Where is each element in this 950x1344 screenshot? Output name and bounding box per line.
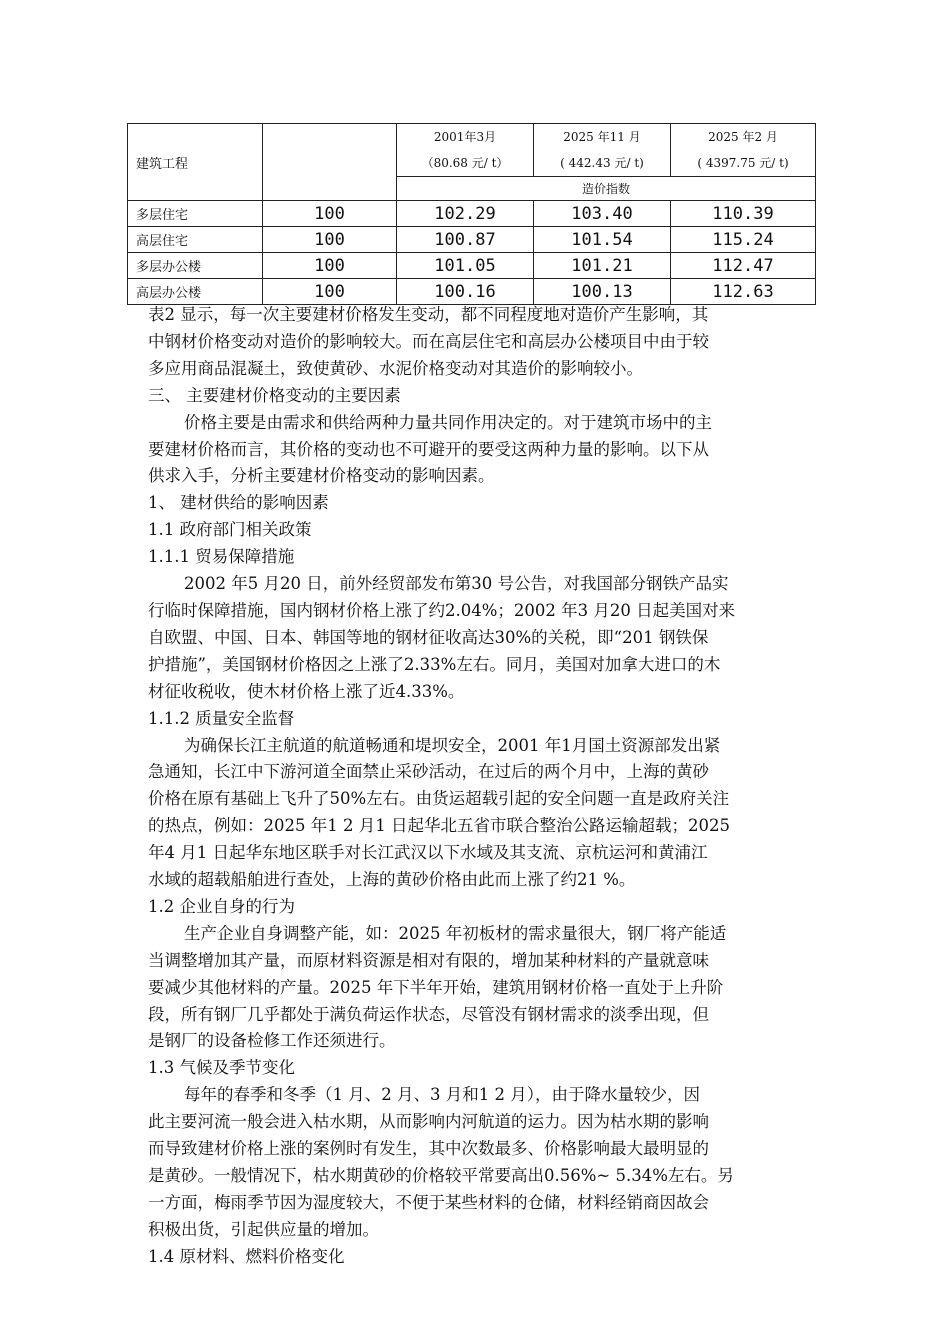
text-line: 段，所有钢厂几乎都处于满负荷运作状态，尽管没有钢材需求的淡季出现，但 [148,1004,709,1024]
cell-value: 100.13 [534,279,671,305]
index-label: 造价指数 [397,177,816,201]
text-line: 供求入手，分析主要建材价格变动的影响因素。 [148,466,495,486]
period-price: ( 442.43 元/ t) [560,156,644,170]
text-line: 要建材价格而言，其价格的变动也不可避开的要受这两种力量的影响。以下从 [148,439,709,459]
text-line: 是钢厂的设备检修工作还须进行。 [148,1031,396,1051]
text-line: 行临时保障措施，国内钢材价格上涨了约2.04%；2002 年3 月20 日起美国对来 [148,600,736,620]
text-line: 积极出货，引起供应量的增加。 [148,1219,379,1239]
subsection-heading: 1.1.2 质量安全监督 [148,708,295,728]
blank-header-cell [263,124,397,201]
subsection-heading: 1、 建材供给的影响因素 [148,493,329,513]
subsection-heading: 1.2 企业自身的行为 [148,896,295,916]
cell-value: 115.24 [671,227,816,253]
cell-value: 100 [263,253,397,279]
text-line: 每年的春季和冬季（1 月、2 月、3 月和1 2 月），由于降水量较少，因 [184,1085,700,1105]
table-row [128,279,816,305]
period-price: ( 4397.75 元/ t) [697,156,789,170]
text-line: 是黄砂。一般情况下，枯水期黄砂的价格较平常要高出0.56%~ 5.34%左右。另 [148,1166,734,1185]
cell-value: 101.05 [397,253,534,279]
table-header-row [128,124,816,177]
text-line: 多应用商品混凝土，致使黄砂、水泥价格变动对其造价的影响较小。 [148,358,643,378]
text-line: 材征收税收，使木材价格上涨了近4.33%。 [148,681,465,701]
cell-value: 100 [263,227,397,253]
text-line: 价格主要是由需求和供给两种力量共同作用决定的。对于建筑市场中的主 [184,412,712,432]
text-line: 为确保长江主航道的航道畅通和堤坝安全，2001 年1月国土资源部发出紧 [184,735,721,755]
text-line: 此主要河流一般会进入枯水期，从而影响内河航道的运力。因为枯水期的影响 [148,1112,709,1132]
cell-value: 100 [263,279,397,305]
text-line: 的热点，例如：2025 年1 2 月1 日起华北五省市联合整治公路运输超载；2025 [148,816,730,836]
text-line: 中钢材价格变动对造价的影响较大。而在高层住宅和高层办公楼项目中由于较 [148,331,709,351]
period-header [671,124,816,177]
text-line: 生产企业自身调整产能，如：2025 年初板材的需求量很大，钢厂将产能适 [184,923,727,943]
cell-value: 100.87 [397,227,534,253]
text-line: 价格在原有基础上飞升了50%左右。由货运超载引起的安全问题一直是政府关注 [148,789,730,809]
text-line: 护措施”，美国钢材价格因之上涨了2.33%左右。同月，美国对加拿大进口的木 [148,654,721,674]
subsection-heading: 1.1 政府部门相关政策 [148,520,312,540]
subsection-heading: 1.1.1 贸易保障措施 [148,547,295,567]
period-date: 2025 年11 月 [563,130,641,144]
text-line: 当调整增加其产量，而原材料资源是相对有限的，增加某种材料的产量就意味 [148,950,709,970]
text-line: 水域的超载船舶进行查处，上海的黄砂价格由此而上涨了约21 %。 [148,870,636,890]
cell-value: 102.29 [397,201,534,227]
text-line: 急通知，长江中下游河道全面禁止采砂活动，在过后的两个月中，上海的黄砂 [148,762,709,782]
table-row [128,253,816,279]
text-line: 而导致建材价格上涨的案例时有发生，其中次数最多、价格影响最大最明显的 [148,1139,709,1159]
cell-value: 112.63 [671,279,816,305]
text-line: 要减少其他材料的产量。2025 年下半年开始，建筑用钢材价格一直处于上升阶 [148,977,724,997]
cell-value: 112.47 [671,253,816,279]
section-heading: 三、 主要建材价格变动的主要因素 [148,385,401,405]
period-price: （80.68 元/ t） [421,156,509,170]
cell-value: 110.39 [671,201,816,227]
corner-label: 建筑工程 [128,124,263,201]
period-date: 2001年3月 [433,130,497,144]
text-line: 年4 月1 日起华东地区联手对长江武汉以下水域及其支流、京杭运河和黄浦江 [148,843,708,863]
row-name: 高层住宅 [128,227,263,253]
text-line: 表2 显示，每一次主要建材价格发生变动，都不同程度地对造价产生影响，其 [148,305,709,324]
text-line: 自欧盟、中国、日本、韩国等地的钢材征收高达30%的关税，即“201 钢铁保 [148,627,709,647]
row-name: 高层办公楼 [128,279,263,305]
row-name: 多层办公楼 [128,253,263,279]
text-line: 一方面，梅雨季节因为湿度较大，不便于某些材料的仓储，材料经销商因故会 [148,1192,709,1212]
subsection-heading: 1.3 气候及季节变化 [148,1058,295,1078]
cell-value: 101.21 [534,253,671,279]
text-line: 2002 年5 月20 日，前外经贸部发布第30 号公告，对我国部分钢铁产品实 [184,574,729,594]
price-index-table [127,123,816,305]
cell-value: 103.40 [534,201,671,227]
subsection-heading: 1.4 原材料、燃料价格变化 [148,1246,345,1266]
cell-value: 100 [263,201,397,227]
period-header [534,124,671,177]
period-header [397,124,534,177]
cell-value: 101.54 [534,227,671,253]
cell-value: 100.16 [397,279,534,305]
period-date: 2025 年2 月 [708,130,778,144]
table-row [128,201,816,227]
row-name: 多层住宅 [128,201,263,227]
body-text [148,302,808,1271]
table-row [128,227,816,253]
